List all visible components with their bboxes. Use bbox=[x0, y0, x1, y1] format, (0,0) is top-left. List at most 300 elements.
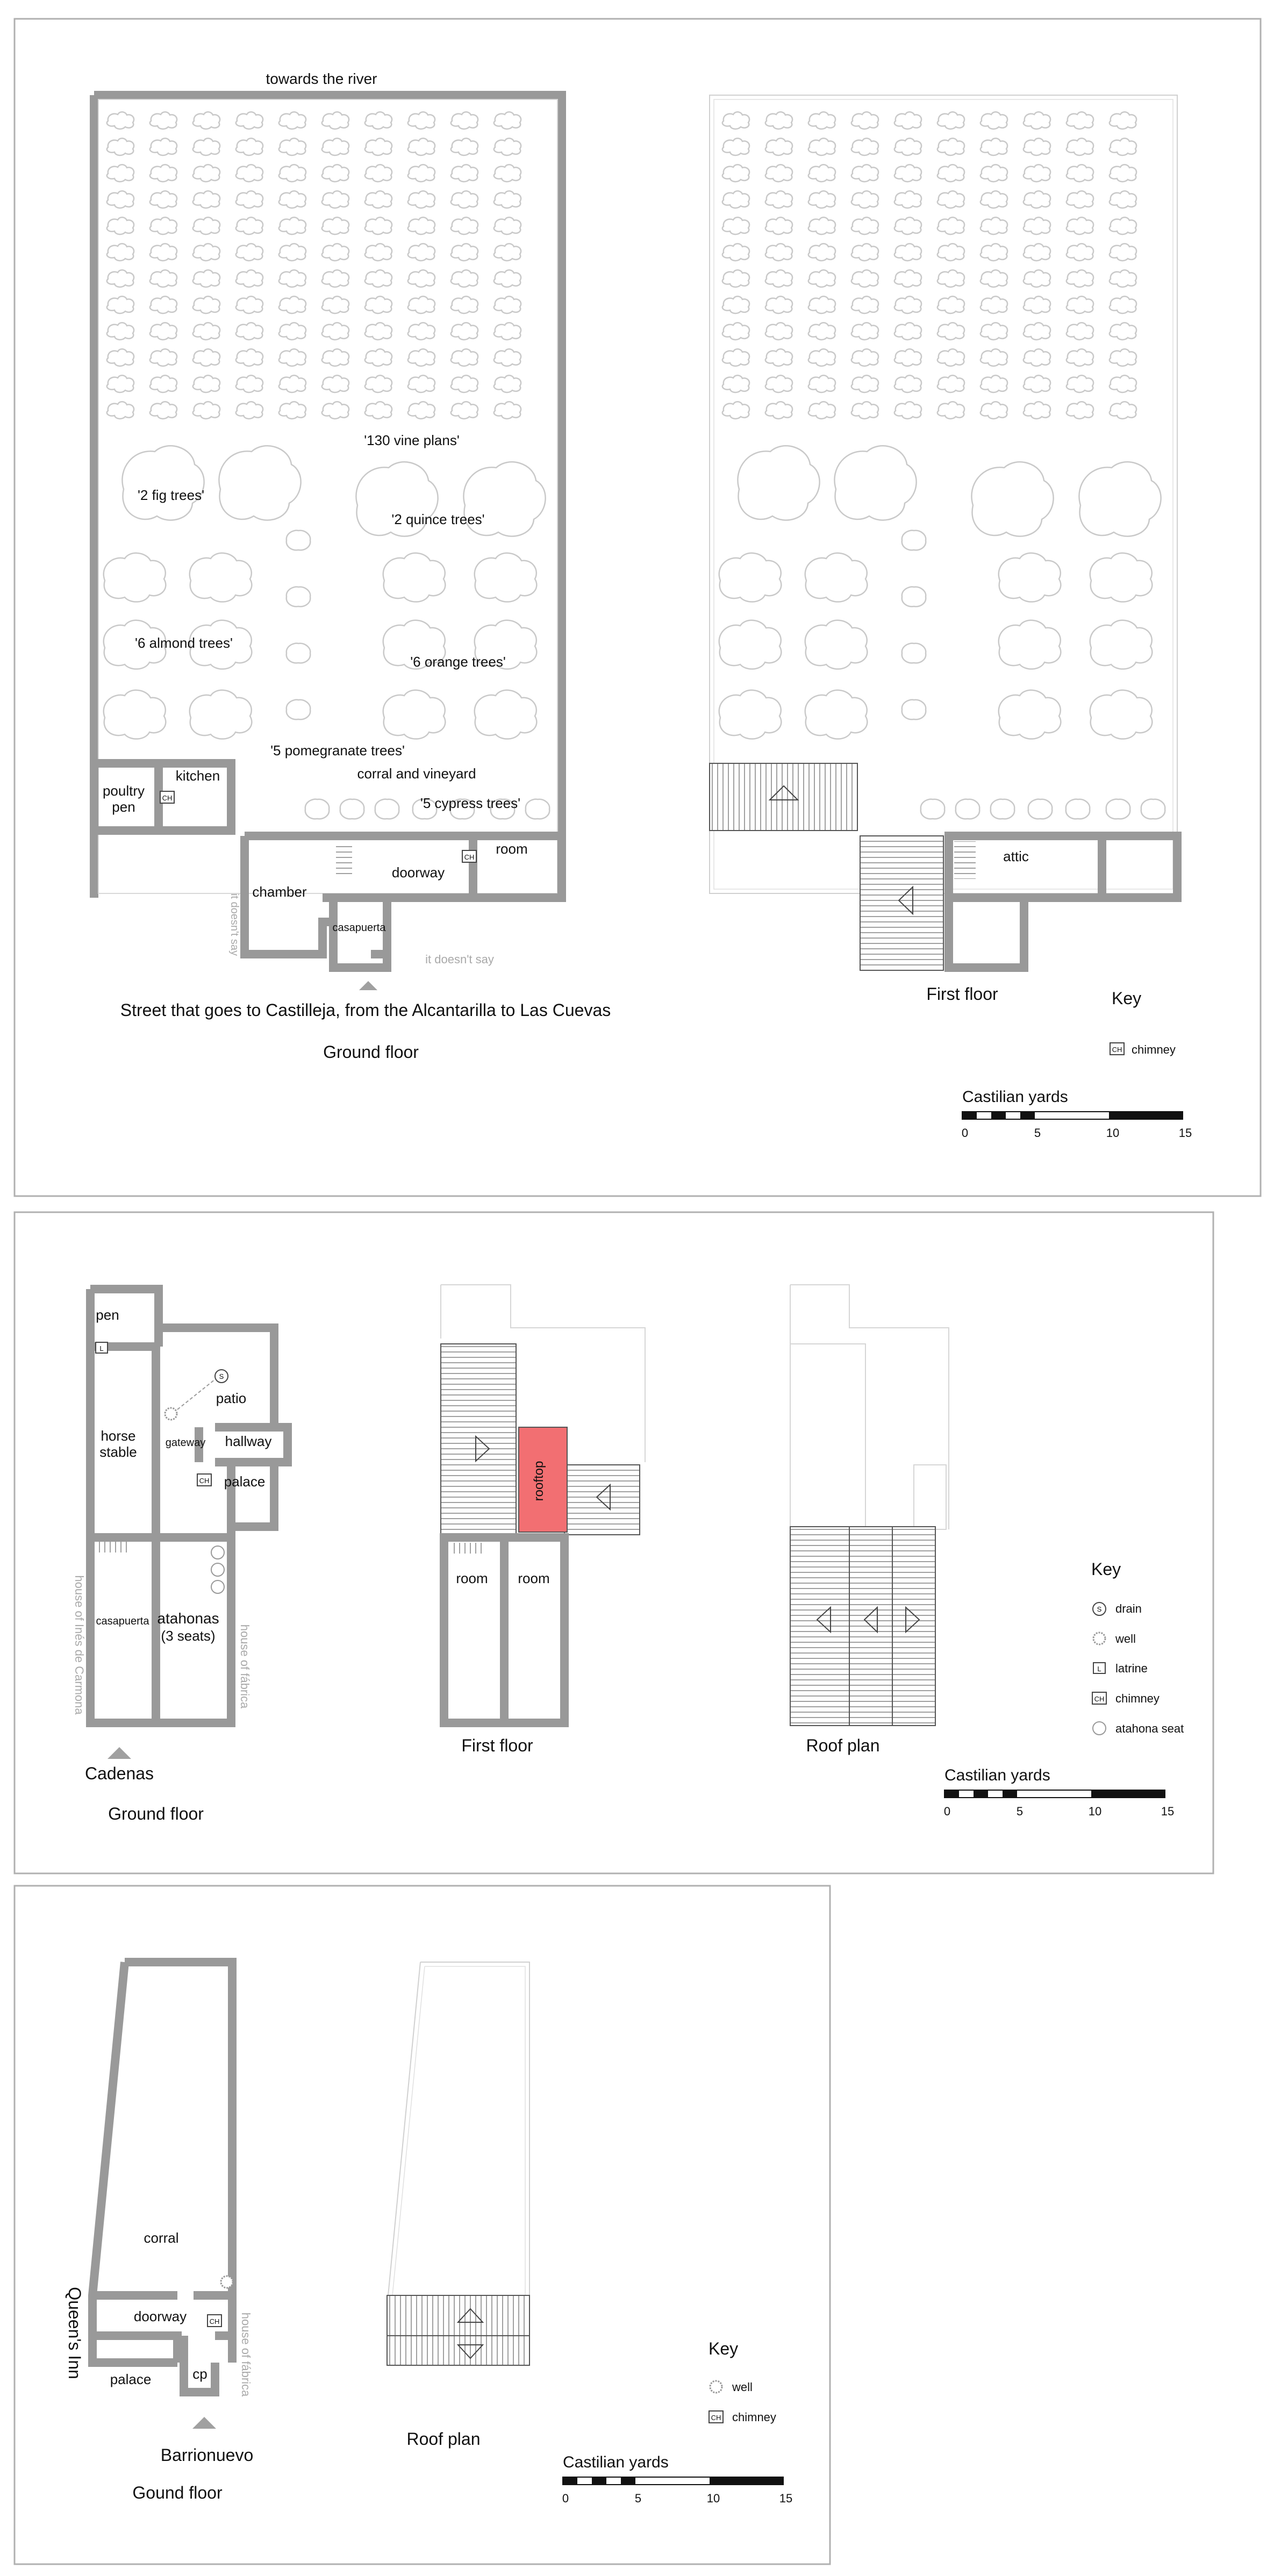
key-title-p3: Key bbox=[709, 2339, 739, 2358]
vine-plant bbox=[938, 217, 964, 234]
vine-plant bbox=[894, 217, 921, 234]
vine-plant bbox=[808, 112, 835, 129]
vine-plant bbox=[1067, 270, 1093, 287]
first-floor-caption-p2: First floor bbox=[461, 1736, 533, 1755]
vine-plant bbox=[451, 402, 478, 419]
vine-plant bbox=[279, 349, 306, 366]
vine-plant bbox=[451, 217, 478, 234]
key-chimney-glyph-p3: CH bbox=[711, 2414, 721, 2422]
vine-plant bbox=[193, 270, 220, 287]
vine-plant bbox=[1024, 375, 1050, 392]
vine-plant bbox=[193, 191, 220, 208]
vine-plant bbox=[279, 244, 306, 261]
atahona-seats bbox=[211, 1546, 224, 1593]
label-hallway: hallway bbox=[225, 1433, 272, 1449]
pomegranate-tree bbox=[287, 531, 310, 550]
vine-plant bbox=[365, 323, 392, 340]
vine-plant bbox=[808, 217, 835, 234]
vine-plant bbox=[494, 349, 521, 366]
vine-plant bbox=[408, 270, 435, 287]
vine-plant bbox=[894, 270, 921, 287]
orchard-tree bbox=[805, 553, 868, 602]
roof-plan-caption-p2: Roof plan bbox=[806, 1736, 880, 1755]
stair-hatch-p2-ff bbox=[452, 1543, 484, 1554]
ghost-hatch-1 bbox=[790, 1344, 865, 1529]
well-symbol bbox=[165, 1408, 177, 1420]
vine-plants-upper bbox=[722, 112, 1136, 419]
label-poultry: poultry bbox=[102, 783, 145, 799]
orchard-tree bbox=[719, 620, 782, 669]
roof-hatch-p3 bbox=[387, 2295, 529, 2365]
vine-plant bbox=[365, 164, 392, 182]
vine-plant bbox=[193, 217, 220, 234]
vine-plant bbox=[1024, 402, 1050, 419]
orchard-tree bbox=[104, 690, 166, 739]
label-fig: '2 fig trees' bbox=[137, 487, 205, 503]
vine-plant bbox=[107, 402, 134, 419]
vine-plant bbox=[107, 270, 134, 287]
key-seat-label: atahona seat bbox=[1115, 1722, 1184, 1735]
right-neighbor-label: house of fábrica bbox=[238, 1624, 252, 1709]
vine-plant bbox=[894, 296, 921, 313]
vine-plant bbox=[107, 217, 134, 234]
vine-plant bbox=[1024, 191, 1050, 208]
vine-plant bbox=[1110, 270, 1136, 287]
label-atahonas: atahonas bbox=[157, 1610, 219, 1627]
vine-plant bbox=[322, 112, 349, 129]
label-kitchen: kitchen bbox=[175, 768, 220, 784]
vine-plant bbox=[451, 191, 478, 208]
street-label: Street that goes to Castilleja, from the Alcantarilla to Las Cuevas bbox=[120, 1000, 611, 1020]
vine-plant bbox=[494, 270, 521, 287]
vine-plant bbox=[236, 191, 263, 208]
vine-plant bbox=[150, 244, 177, 261]
vine-plant bbox=[808, 244, 835, 261]
vine-plant bbox=[981, 375, 1007, 392]
vine-plant bbox=[322, 138, 349, 155]
vine-plant bbox=[365, 138, 392, 155]
vine-plant bbox=[279, 112, 306, 129]
label-patio: patio bbox=[216, 1390, 247, 1406]
entrance-arrow-p3 bbox=[192, 2417, 216, 2429]
vine-plant bbox=[279, 375, 306, 392]
cypress-tree bbox=[375, 799, 399, 819]
vine-plant bbox=[981, 112, 1007, 129]
vine-plant bbox=[722, 296, 749, 313]
vine-plant bbox=[193, 112, 220, 129]
vine-plant bbox=[1110, 349, 1136, 366]
vine-plant bbox=[851, 402, 878, 419]
vine-plant bbox=[1024, 244, 1050, 261]
vine-plant bbox=[894, 244, 921, 261]
vine-plant bbox=[365, 270, 392, 287]
vine-plant bbox=[894, 164, 921, 182]
first-floor-caption: First floor bbox=[926, 984, 998, 1004]
panel-3-roof-plan bbox=[387, 1962, 529, 2449]
ground-floor-caption-p3: Gound floor bbox=[132, 2483, 223, 2502]
vine-plant bbox=[408, 217, 435, 234]
vine-plant bbox=[107, 244, 134, 261]
vine-plant bbox=[722, 217, 749, 234]
vine-plant bbox=[451, 270, 478, 287]
label-pen: pen bbox=[112, 799, 135, 815]
scale-15-p2: 15 bbox=[1161, 1805, 1175, 1818]
vine-plant bbox=[1067, 138, 1093, 155]
pomegranate-tree bbox=[287, 643, 310, 663]
vine-plant bbox=[107, 296, 134, 313]
drain-glyph: S bbox=[219, 1372, 224, 1380]
vine-plant bbox=[408, 138, 435, 155]
vine-plant bbox=[894, 349, 921, 366]
vine-plant bbox=[808, 375, 835, 392]
panel-2-first-floor bbox=[441, 1285, 645, 1755]
panel-2-scale bbox=[944, 1766, 1174, 1818]
vine-plant bbox=[451, 349, 478, 366]
vine-plant bbox=[322, 217, 349, 234]
label-not-known-1: it doesn't say bbox=[228, 893, 240, 956]
pomegranate-tree bbox=[902, 587, 926, 607]
cypress-tree bbox=[305, 799, 329, 819]
vine-plant bbox=[1024, 164, 1050, 182]
scale-10-p3: 10 bbox=[706, 2492, 720, 2505]
label-chamber: chamber bbox=[252, 884, 307, 900]
vine-plant bbox=[808, 349, 835, 366]
label-casapuerta: casapuerta bbox=[96, 1615, 149, 1627]
vine-plant bbox=[722, 270, 749, 287]
queens-inn-label: Queen's Inn bbox=[65, 2287, 84, 2379]
scale-5: 5 bbox=[1034, 1126, 1041, 1140]
key-title-p2: Key bbox=[1091, 1559, 1121, 1579]
ghost-outline-2 bbox=[790, 1285, 949, 1529]
vine-plant bbox=[236, 402, 263, 419]
vine-plant bbox=[981, 296, 1007, 313]
vine-plant bbox=[494, 402, 521, 419]
orchard-tree bbox=[999, 690, 1061, 739]
vine-plant bbox=[722, 323, 749, 340]
scale-15: 15 bbox=[1178, 1126, 1192, 1140]
label-room: room bbox=[496, 841, 528, 857]
vine-plant bbox=[193, 349, 220, 366]
panel-3-key bbox=[709, 2339, 776, 2424]
pomegranate-tree bbox=[902, 700, 926, 720]
vine-plant bbox=[107, 112, 134, 129]
key-drain-label: drain bbox=[1115, 1602, 1142, 1615]
vine-plant bbox=[408, 191, 435, 208]
vine-plant bbox=[1110, 191, 1136, 208]
vine-plant bbox=[365, 191, 392, 208]
cypress-tree bbox=[1106, 799, 1130, 819]
vine-plant bbox=[322, 164, 349, 182]
label-corral: corral and vineyard bbox=[357, 765, 476, 782]
vine-plant bbox=[938, 138, 964, 155]
vine-plant bbox=[808, 402, 835, 419]
vine-plant bbox=[494, 296, 521, 313]
vine-plant bbox=[236, 112, 263, 129]
vine-plant bbox=[150, 138, 177, 155]
right-neighbor-label-p3: house of fábrica bbox=[239, 2312, 253, 2397]
vine-plant bbox=[193, 402, 220, 419]
vine-plant bbox=[765, 138, 792, 155]
vine-plant bbox=[279, 323, 306, 340]
vine-plant bbox=[494, 244, 521, 261]
vine-plant bbox=[451, 296, 478, 313]
ground-floor-caption: Ground floor bbox=[323, 1042, 419, 1062]
ghost-hatch-2 bbox=[914, 1465, 946, 1529]
vine-plant bbox=[365, 375, 392, 392]
vine-plant bbox=[322, 375, 349, 392]
vine-plant bbox=[408, 244, 435, 261]
vine-plant bbox=[981, 164, 1007, 182]
vine-plant bbox=[236, 349, 263, 366]
vine-plant bbox=[938, 349, 964, 366]
panel-3-walls bbox=[92, 1962, 232, 2392]
vine-plant bbox=[150, 270, 177, 287]
label-pen: pen bbox=[96, 1307, 119, 1323]
orchard-tree bbox=[475, 690, 537, 739]
vine-plant bbox=[851, 296, 878, 313]
vine-plant bbox=[722, 402, 749, 419]
vine-plant bbox=[722, 191, 749, 208]
cypress-tree bbox=[1028, 799, 1052, 819]
vine-plant bbox=[938, 244, 964, 261]
orchard-tree bbox=[1090, 620, 1153, 669]
vine-plant bbox=[279, 164, 306, 182]
vine-plant bbox=[1067, 164, 1093, 182]
vine-plant bbox=[1067, 112, 1093, 129]
key-chimney-glyph: CH bbox=[1112, 1046, 1122, 1054]
vine-plant bbox=[279, 270, 306, 287]
vine-plant bbox=[808, 296, 835, 313]
vine-plant bbox=[150, 349, 177, 366]
vine-plant bbox=[236, 138, 263, 155]
vine-plant bbox=[193, 244, 220, 261]
vine-plant bbox=[193, 323, 220, 340]
label-room-2: room bbox=[518, 1570, 550, 1586]
vine-plant bbox=[451, 164, 478, 182]
vine-plant bbox=[236, 323, 263, 340]
scale-title-p2: Castilian yards bbox=[944, 1766, 1050, 1784]
chimney-glyph-p3: CH bbox=[209, 2317, 220, 2325]
latrine-glyph: L bbox=[99, 1344, 104, 1353]
vine-plant bbox=[722, 138, 749, 155]
vine-plant bbox=[150, 112, 177, 129]
vine-plant bbox=[365, 217, 392, 234]
key-chimney-label-p3: chimney bbox=[732, 2410, 776, 2424]
vine-plant bbox=[150, 402, 177, 419]
cypress-tree bbox=[340, 799, 364, 819]
attic-stair bbox=[954, 841, 976, 879]
vine-plants bbox=[107, 112, 521, 419]
vine-plant bbox=[193, 375, 220, 392]
vine-plant bbox=[938, 270, 964, 287]
vine-plant bbox=[981, 191, 1007, 208]
chimney-label-2: CH bbox=[464, 853, 475, 861]
vine-plant bbox=[1024, 296, 1050, 313]
vine-plant bbox=[722, 244, 749, 261]
panel-1-ground-floor bbox=[94, 70, 611, 1062]
key-chimney-label-p2: chimney bbox=[1115, 1692, 1160, 1705]
pomegranate-tree bbox=[902, 531, 926, 550]
vine-plant bbox=[451, 323, 478, 340]
vine-plant bbox=[1110, 164, 1136, 182]
vine-plant bbox=[236, 270, 263, 287]
label-attic: attic bbox=[1003, 848, 1029, 864]
vine-plant bbox=[1024, 349, 1050, 366]
vine-plant bbox=[851, 270, 878, 287]
label-not-known-2: it doesn't say bbox=[425, 953, 494, 966]
pomegranate-tree bbox=[902, 643, 926, 663]
well-symbol-p3 bbox=[221, 2276, 233, 2288]
vine-plant bbox=[894, 191, 921, 208]
panel-2-key bbox=[1091, 1559, 1184, 1735]
orchard-tree bbox=[999, 620, 1061, 669]
label-horse: horse bbox=[101, 1428, 136, 1444]
quince-tree bbox=[971, 462, 1053, 536]
panel-2-walls bbox=[90, 1289, 288, 1723]
first-floor-walls bbox=[949, 836, 1177, 968]
vine-plant bbox=[765, 164, 792, 182]
ghost-outline-3 bbox=[388, 1962, 529, 2295]
key-chimney-glyph-p2: CH bbox=[1094, 1695, 1105, 1703]
vine-plant bbox=[365, 402, 392, 419]
vine-plant bbox=[107, 323, 134, 340]
vine-plant bbox=[279, 402, 306, 419]
vine-plant bbox=[1067, 296, 1093, 313]
vine-plant bbox=[150, 296, 177, 313]
vine-plant bbox=[1067, 402, 1093, 419]
vine-plant bbox=[236, 375, 263, 392]
orchard-tree bbox=[383, 553, 446, 602]
vine-plant bbox=[494, 323, 521, 340]
vine-plant bbox=[494, 217, 521, 234]
orchard-tree bbox=[805, 690, 868, 739]
vine-plant bbox=[322, 270, 349, 287]
key-well-label: well bbox=[1115, 1632, 1136, 1645]
vine-plant bbox=[408, 375, 435, 392]
vine-plant bbox=[938, 323, 964, 340]
vine-plant bbox=[981, 217, 1007, 234]
label-rooftop: rooftop bbox=[532, 1461, 546, 1501]
label-quince: '2 quince trees' bbox=[391, 511, 485, 527]
vine-plant bbox=[851, 112, 878, 129]
vine-plant bbox=[494, 112, 521, 129]
vine-plant bbox=[1024, 138, 1050, 155]
vine-plant bbox=[494, 191, 521, 208]
vine-plant bbox=[322, 191, 349, 208]
label-palace: palace bbox=[224, 1473, 266, 1490]
orchard-tree bbox=[1090, 690, 1153, 739]
vine-plant bbox=[494, 164, 521, 182]
vine-plant bbox=[1110, 323, 1136, 340]
cypress-tree bbox=[1141, 799, 1165, 819]
panel-3-scale bbox=[562, 2453, 792, 2505]
vine-plant bbox=[938, 112, 964, 129]
vine-plant bbox=[408, 323, 435, 340]
left-neighbor-label: house of Inés de Carmona bbox=[73, 1575, 86, 1715]
vine-plant bbox=[981, 270, 1007, 287]
scale-title-p3: Castilian yards bbox=[563, 2453, 669, 2471]
label-stable: stable bbox=[99, 1444, 137, 1460]
vine-plant bbox=[150, 323, 177, 340]
vine-plant bbox=[851, 217, 878, 234]
scale-10-p2: 10 bbox=[1088, 1805, 1102, 1818]
pomegranate-tree bbox=[287, 587, 310, 607]
vine-plant bbox=[938, 296, 964, 313]
vine-plant bbox=[365, 349, 392, 366]
vine-plant bbox=[765, 112, 792, 129]
vine-plant bbox=[107, 375, 134, 392]
chimney-label: CH bbox=[162, 794, 173, 802]
vine-plant bbox=[808, 164, 835, 182]
vine-plant bbox=[322, 402, 349, 419]
vine-plant bbox=[981, 323, 1007, 340]
label-pomegranate: '5 pomegranate trees' bbox=[270, 742, 405, 759]
vine-plant bbox=[1110, 296, 1136, 313]
panel-3-ground-floor bbox=[65, 1962, 253, 2502]
vine-plant bbox=[1067, 217, 1093, 234]
vine-plant bbox=[765, 375, 792, 392]
vine-plant bbox=[451, 375, 478, 392]
orchard-tree bbox=[999, 553, 1061, 602]
drain-line bbox=[177, 1379, 215, 1409]
vine-plant bbox=[851, 375, 878, 392]
vine-plant bbox=[808, 323, 835, 340]
label-atahonas-seats: (3 seats) bbox=[161, 1628, 216, 1644]
vine-plant bbox=[322, 244, 349, 261]
vine-plant bbox=[279, 217, 306, 234]
vine-plant bbox=[765, 191, 792, 208]
vine-plant bbox=[765, 244, 792, 261]
vine-plant bbox=[408, 296, 435, 313]
vine-plant bbox=[894, 112, 921, 129]
vine-plant bbox=[722, 375, 749, 392]
vine-plant bbox=[722, 164, 749, 182]
vine-plant bbox=[808, 270, 835, 287]
vine-plant bbox=[1067, 323, 1093, 340]
vine-plant bbox=[365, 296, 392, 313]
scale-0-p2: 0 bbox=[943, 1805, 951, 1818]
vine-plant bbox=[408, 402, 435, 419]
vine-plant bbox=[236, 244, 263, 261]
vine-plant bbox=[851, 191, 878, 208]
vine-plant bbox=[1110, 217, 1136, 234]
entrance-arrow-p2 bbox=[108, 1747, 131, 1759]
vine-plant bbox=[765, 323, 792, 340]
label-doorway: doorway bbox=[391, 864, 445, 881]
orchard-tree bbox=[1090, 553, 1153, 602]
vine-plant bbox=[107, 138, 134, 155]
roof-hatch-left bbox=[710, 763, 857, 831]
vine-plant bbox=[193, 164, 220, 182]
scale-title: Castilian yards bbox=[962, 1088, 1068, 1106]
vine-plant bbox=[494, 138, 521, 155]
vine-plant bbox=[1024, 217, 1050, 234]
label-palace-p3: palace bbox=[110, 2371, 152, 2387]
panel-1-scale bbox=[962, 1088, 1192, 1140]
roof-hatch-p2r bbox=[790, 1527, 935, 1726]
label-cypress: '5 cypress trees' bbox=[420, 795, 521, 811]
cypress-tree bbox=[991, 799, 1014, 819]
vine-plant bbox=[193, 138, 220, 155]
vine-plant bbox=[765, 217, 792, 234]
vine-plant bbox=[1110, 112, 1136, 129]
fig-tree bbox=[834, 446, 916, 520]
orchard-tree bbox=[190, 553, 252, 602]
vine-plant bbox=[408, 164, 435, 182]
vine-plant bbox=[981, 349, 1007, 366]
fig-tree bbox=[219, 446, 300, 520]
vine-plant bbox=[107, 191, 134, 208]
